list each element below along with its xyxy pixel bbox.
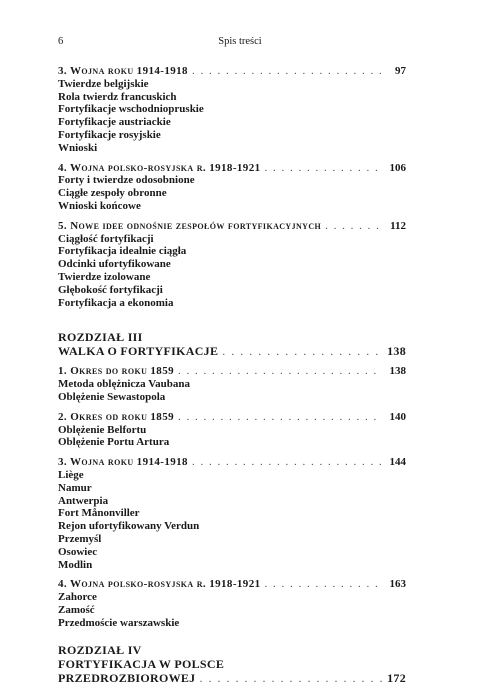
toc-subitem: Zahorce [58, 591, 97, 604]
toc-page-number: 140 [389, 410, 406, 423]
toc-entry-title: 2. Okres od roku 1859 [58, 410, 174, 423]
toc-entry[interactable] [58, 344, 406, 358]
toc-subitem: Oblężenie Portu Artura [58, 436, 170, 449]
toc-subitem: Forty i twierdze odosobnione [58, 174, 195, 187]
toc-subitem: Osowiec [58, 545, 98, 558]
toc-section [58, 162, 406, 213]
toc-subitem: Głębokość fortyfikacji [58, 283, 163, 296]
toc-subitem: Fortyfikacje rosyjskie [58, 128, 161, 141]
running-title: Spis treści [218, 36, 262, 47]
toc-page-number: 138 [387, 344, 406, 359]
dot-leader [192, 65, 382, 78]
toc-subitem: Odcinki ufortyfikowane [58, 258, 171, 271]
toc-subitem: Fortyfikacje wschodniopruskie [58, 103, 204, 116]
toc-subitem: Fortyfikacja idealnie ciągła [58, 245, 187, 258]
toc-page-number: 97 [395, 65, 406, 77]
toc-subitem: Wnioski [58, 141, 98, 154]
toc-section [58, 365, 406, 403]
toc-entry-title: 4. Wojna polsko-rosyjska r. 1918-1921 [58, 578, 261, 591]
toc-entry-title: 1. Okres do roku 1859 [58, 365, 174, 378]
toc-entry-title: 5. Nowe idee odnośnie zespołów fortyfikacyjnych [58, 219, 322, 232]
toc-subitem: Przedmoście warszawskie [58, 616, 180, 629]
page-number: 6 [58, 36, 64, 47]
toc-subitem: Namur [58, 481, 92, 494]
chapter-title: WALKA O FORTYFIKACJE [58, 344, 219, 359]
toc-subitem: Twierdze belgijskie [58, 77, 149, 90]
toc-section [58, 220, 406, 310]
toc-page-number: 112 [390, 219, 406, 232]
toc-subitem: Oblężenie Sewastopola [58, 390, 166, 403]
toc-entry[interactable] [58, 365, 406, 378]
dot-leader [178, 365, 382, 378]
toc-subitem: Fortyfikacje austriackie [58, 116, 171, 129]
toc-subitem: Rejon ufortyfikowany Verdun [58, 520, 200, 533]
toc-subitem: Ciągłość fortyfikacji [58, 232, 154, 245]
toc-subitem: Rola twierdz francuskich [58, 90, 177, 103]
toc-entry[interactable] [58, 578, 406, 591]
toc-entry[interactable] [58, 65, 406, 78]
chapter-title-line: FORTYFIKACJA W POLSCE [58, 657, 225, 672]
toc-entry[interactable] [58, 220, 406, 233]
chapter-label: ROZDZIAŁ IV [58, 643, 142, 658]
toc-page-number: 138 [389, 365, 406, 378]
dot-leader [192, 456, 382, 469]
dot-leader [325, 220, 382, 233]
toc-entry-title: 3. Wojna roku 1914-1918 [58, 65, 188, 77]
toc-section [58, 411, 406, 449]
dot-leader [265, 578, 383, 591]
chapter-heading [58, 643, 406, 685]
dot-leader [222, 344, 382, 358]
chapter-heading [58, 330, 406, 358]
toc-subitem: Fortyfikacja a ekonomia [58, 296, 174, 309]
toc-subitem: Modlin [58, 558, 93, 571]
toc-page-number: 172 [387, 671, 406, 686]
table-of-contents [58, 65, 406, 685]
toc-page-number: 106 [389, 161, 406, 174]
dot-leader [178, 411, 382, 424]
toc-subitem: Wnioski końcowe [58, 199, 141, 212]
toc-section [58, 456, 406, 571]
toc-entry-title: 3. Wojna roku 1914-1918 [58, 456, 188, 469]
toc-entry[interactable] [58, 411, 406, 424]
toc-subitem: Liège [58, 468, 84, 481]
toc-subitem: Ciągłe zespoły obronne [58, 187, 167, 200]
toc-entry-title: 4. Wojna polsko-rosyjska r. 1918-1921 [58, 161, 261, 174]
toc-entry[interactable] [58, 671, 406, 685]
toc-subitem: Przemyśl [58, 532, 102, 545]
toc-subitem: Oblężenie Belfortu [58, 423, 147, 436]
toc-page-number: 163 [389, 578, 406, 591]
toc-subitem: Antwerpia [58, 494, 109, 507]
toc-entry[interactable] [58, 162, 406, 175]
chapter-title: PRZEDROZBIOROWEJ [58, 671, 196, 686]
toc-section [58, 65, 406, 155]
toc-subitem: Fort Månonviller [58, 507, 140, 520]
toc-entry[interactable] [58, 456, 406, 469]
page-header [58, 36, 422, 50]
toc-section [58, 578, 406, 629]
toc-page-number: 144 [389, 456, 406, 469]
toc-subitem: Metoda oblężnicza Vaubana [58, 378, 191, 391]
toc-subitem: Zamość [58, 603, 95, 616]
dot-leader [200, 671, 383, 685]
toc-subitem: Twierdze izolowane [58, 270, 151, 283]
chapter-label: ROZDZIAŁ III [58, 330, 143, 345]
dot-leader [265, 162, 383, 175]
